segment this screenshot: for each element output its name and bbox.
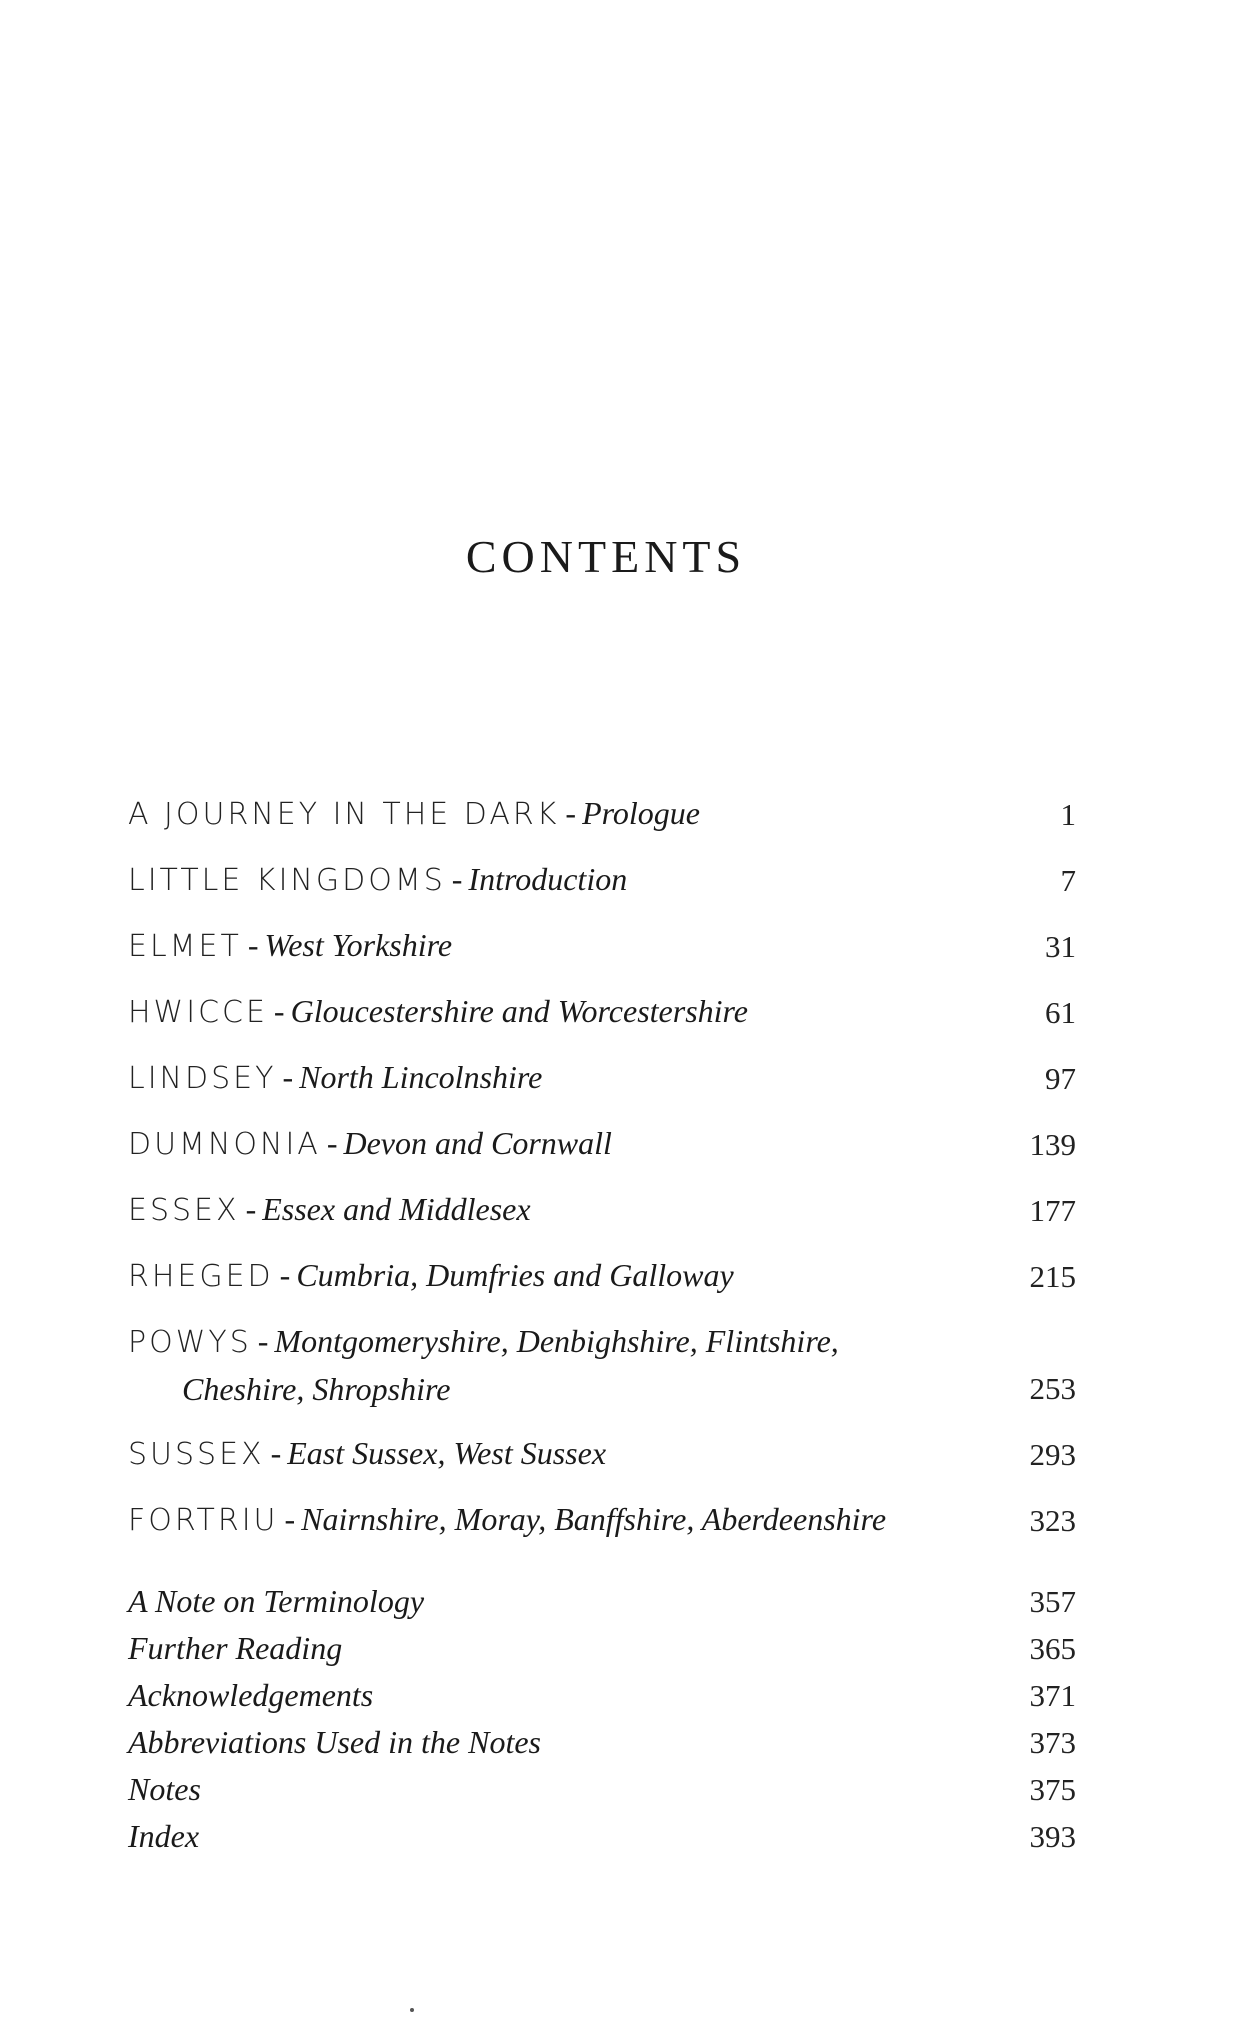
region-continuation: Cheshire, Shropshire xyxy=(182,1371,451,1407)
page-number: 177 xyxy=(1029,1193,1076,1228)
page-number: 31 xyxy=(1045,929,1076,964)
separator: - xyxy=(279,1257,291,1293)
toc-entry-abbreviations xyxy=(128,1719,1076,1766)
page-number: 373 xyxy=(1029,1725,1076,1760)
region-name: Cumbria, Dumfries and Galloway xyxy=(296,1257,734,1293)
region-name: West Yorkshire xyxy=(264,927,453,963)
kingdom-name: A JOURNEY IN THE DARK xyxy=(128,797,560,832)
kingdom-name: POWYS xyxy=(128,1325,252,1360)
page-number: 253 xyxy=(1029,1371,1076,1406)
entry-label: Notes xyxy=(128,1771,201,1807)
separator: - xyxy=(273,993,285,1029)
separator: - xyxy=(326,1125,338,1161)
kingdom-name: LITTLE KINGDOMS xyxy=(128,863,446,898)
page-number: 293 xyxy=(1029,1437,1076,1472)
entry-label: Acknowledgements xyxy=(128,1677,374,1713)
region-name: Essex and Middlesex xyxy=(262,1191,531,1227)
kingdom-name: HWICCE xyxy=(128,995,268,1030)
toc-entry-elmet xyxy=(128,904,1076,970)
toc-entry-hwicce xyxy=(128,970,1076,1036)
separator: - xyxy=(282,1059,294,1095)
region-name: Nairnshire, Moray, Banffshire, Aberdeenshire xyxy=(301,1501,887,1537)
separator: - xyxy=(257,1323,269,1359)
kingdom-name: FORTRIU xyxy=(128,1503,279,1538)
separator: - xyxy=(451,861,463,897)
kingdom-name: ELMET xyxy=(128,929,242,964)
page-number: 139 xyxy=(1029,1127,1076,1162)
toc-entry-rheged xyxy=(128,1234,1076,1300)
toc-entry-terminology xyxy=(128,1578,1076,1625)
region-name: Montgomeryshire, Denbighshire, Flintshire, xyxy=(274,1323,839,1359)
page-number: 371 xyxy=(1029,1678,1076,1713)
toc-entry-notes xyxy=(128,1766,1076,1813)
toc-entry-introduction xyxy=(128,838,1076,904)
kingdom-name: DUMNONIA xyxy=(128,1127,321,1162)
page-title: CONTENTS xyxy=(465,531,747,582)
region-name: East Sussex, West Sussex xyxy=(287,1435,607,1471)
toc-entry-dumnonia xyxy=(128,1102,1076,1168)
entry-label: Further Reading xyxy=(128,1630,343,1666)
entry-label: Index xyxy=(128,1818,200,1854)
chapter-list xyxy=(128,772,1076,1544)
toc-entry-powys xyxy=(128,1300,1076,1412)
kingdom-name: ESSEX xyxy=(128,1193,240,1228)
entry-label: A Note on Terminology xyxy=(128,1583,425,1619)
page-number: 97 xyxy=(1045,1061,1076,1096)
separator: - xyxy=(565,795,577,831)
region-name: North Lincolnshire xyxy=(299,1059,543,1095)
page-number: 215 xyxy=(1029,1259,1076,1294)
page-number: 393 xyxy=(1029,1819,1076,1854)
kingdom-name: LINDSEY xyxy=(128,1061,277,1096)
page-number: 1 xyxy=(1060,797,1076,832)
print-speck xyxy=(410,2008,414,2012)
separator: - xyxy=(245,1191,257,1227)
toc-entry-lindsey xyxy=(128,1036,1076,1102)
entry-label: Abbreviations Used in the Notes xyxy=(128,1724,541,1760)
toc-entry-essex xyxy=(128,1168,1076,1234)
region-name: Gloucestershire and Worcestershire xyxy=(290,993,748,1029)
toc-entry-sussex xyxy=(128,1412,1076,1478)
kingdom-name: RHEGED xyxy=(128,1259,274,1294)
toc-entry-acknowledgements xyxy=(128,1672,1076,1719)
toc-entry-prologue xyxy=(128,772,1076,838)
page-number: 365 xyxy=(1029,1631,1076,1666)
toc-entry-further-reading xyxy=(128,1625,1076,1672)
page-number: 323 xyxy=(1029,1503,1076,1538)
toc-entry-index xyxy=(128,1813,1076,1860)
separator: - xyxy=(247,927,259,963)
separator: - xyxy=(270,1435,282,1471)
toc-entry-fortriu xyxy=(128,1478,1076,1544)
page-number: 375 xyxy=(1029,1772,1076,1807)
region-name: Devon and Cornwall xyxy=(343,1125,612,1161)
page-number: 357 xyxy=(1029,1584,1076,1619)
separator: - xyxy=(284,1501,296,1537)
region-name: Introduction xyxy=(468,861,628,897)
backmatter-list xyxy=(128,1578,1076,1860)
page-number: 61 xyxy=(1045,995,1076,1030)
page-number: 7 xyxy=(1060,863,1076,898)
region-name: Prologue xyxy=(582,795,700,831)
kingdom-name: SUSSEX xyxy=(128,1437,265,1472)
